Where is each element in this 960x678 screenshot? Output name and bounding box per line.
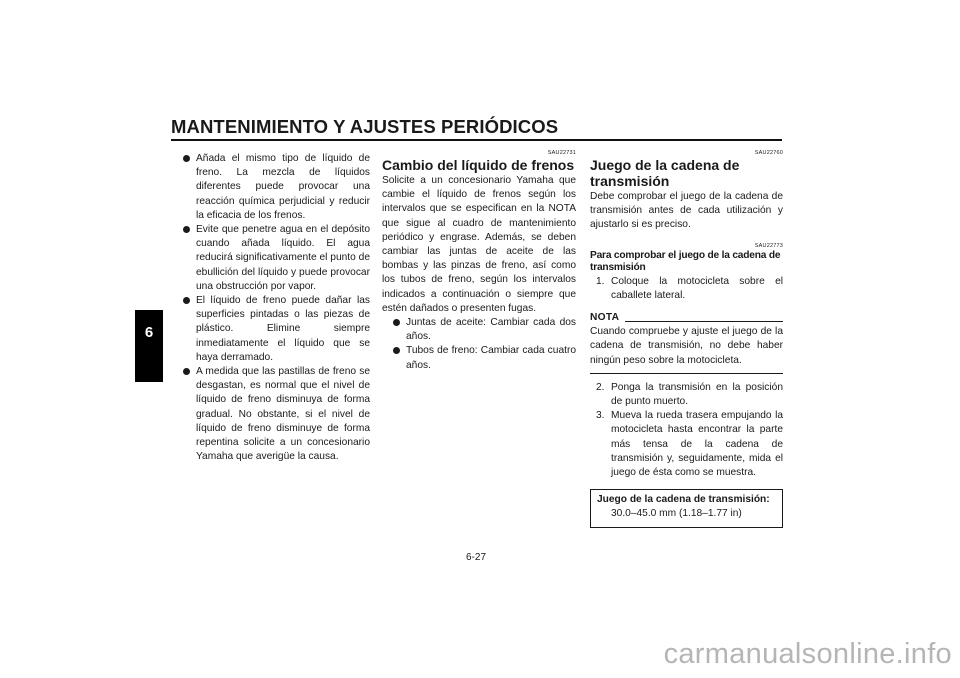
bullet-item	[182, 365, 370, 464]
column-1	[182, 152, 370, 464]
bullet-item	[182, 223, 370, 294]
bullet-icon	[393, 347, 400, 354]
brake-fluid-paragraph: Solicite a un concesionario Yamaha que cambie el líquido de frenos según los intervalos que se especifican en la NOTA que sigue al cuadro de mantenimiento periódico y engrase. Además, se deben cambiar las juntas de aceite de las bombas y las pinzas de freno, así como los tubos de freno, según los intervalos indicados a continuación o siempre que estén dañados o presenten fugas.	[382, 175, 576, 314]
spec-label: Juego de la cadena de transmisión:	[597, 494, 770, 506]
note-title: NOTA	[590, 312, 620, 324]
brake-fluid-bullets	[382, 316, 576, 373]
section-code: SAU22760	[754, 150, 783, 156]
bullet-item	[392, 344, 576, 372]
bullet-item	[182, 294, 370, 365]
bullet-text: Evite que penetre agua en el depósito cuando añada líquido. El agua reducirá significativamente el punto de ebullición del líquido y puede provocar una obstrucción por vapor.	[196, 224, 370, 292]
step-text: Mueva la rueda trasera empujando la motocicleta hasta encontrar la parte más tensa de la cadena de transmisión y, seguidamente, mida el juego de ésta como se muestra.	[611, 410, 783, 479]
spec-value: 30.0–45.0 mm (1.18–1.77 in)	[611, 508, 742, 520]
subsection-heading: Para comprobar el juego de la cadena de transmisión	[590, 249, 781, 274]
bullet-icon	[183, 297, 190, 304]
step-number: 2.	[596, 381, 605, 393]
bullet-text: A medida que las pastillas de freno se desgastan, es normal que el nivel de líquido de freno disminuya de forma gradual. No obstante, si el nivel de líquido de freno disminuye de forma repentina solicite a un concesionario Yamaha que averigüe la causa.	[196, 366, 370, 463]
step-number: 1.	[596, 275, 605, 287]
step-item	[590, 275, 783, 303]
column-2	[382, 150, 576, 373]
bullet-text: Añada el mismo tipo de líquido de freno. La mezcla de líquidos diferentes puede provocar una reacción química perjudicial y reducir la eficacia de los frenos.	[196, 153, 370, 221]
step-item	[590, 381, 783, 409]
column-3	[590, 150, 783, 528]
page-title: MANTENIMIENTO Y AJUSTES PERIÓDICOS	[171, 116, 559, 137]
spec-box	[590, 489, 783, 527]
header-rule	[171, 139, 782, 141]
note-rule	[625, 321, 783, 322]
section-code: SAU22731	[547, 150, 576, 156]
bullet-icon	[183, 368, 190, 375]
step-text: Coloque la motocicleta sobre el caballete lateral.	[611, 275, 783, 301]
note-text: Cuando compruebe y ajuste el juego de la cadena de transmisión, no debe haber ningún peso sobre la motocicleta.	[590, 326, 783, 366]
bullet-item	[392, 316, 576, 344]
step-text: Ponga la transmisión en la posición de punto muerto.	[611, 381, 783, 408]
bullet-item	[182, 152, 370, 223]
watermark: carmanualsonline.info	[663, 638, 952, 670]
step-number: 3.	[596, 410, 605, 422]
bullet-text: Juntas de aceite: Cambiar cada dos años.	[406, 317, 576, 343]
section-heading-brake-fluid: Cambio del líquido de frenos	[382, 157, 575, 173]
step-item	[590, 409, 783, 480]
chain-slack-intro: Debe comprobar el juego de la cadena de transmisión antes de cada utilización y ajustarlo si es preciso.	[590, 191, 783, 231]
section-code: SAU22773	[754, 242, 783, 249]
bullet-icon	[183, 155, 190, 162]
chapter-number: 6	[144, 324, 154, 341]
bullet-icon	[393, 319, 400, 326]
bullet-icon	[183, 226, 190, 233]
note-header	[590, 311, 783, 325]
section-heading-chain-slack: Juego de la cadena de transmisión	[590, 157, 740, 189]
bullet-text: Tubos de freno: Cambiar cada cuatro años.	[406, 345, 576, 371]
page-number: 6-27	[466, 552, 487, 563]
bullet-text: El líquido de freno puede dañar las superficies pintadas o las piezas de plástico. Elimine siempre inmediatamente el líquido que se haya derramado.	[196, 295, 370, 363]
note-end-rule	[590, 373, 783, 374]
chapter-tab	[135, 310, 163, 382]
